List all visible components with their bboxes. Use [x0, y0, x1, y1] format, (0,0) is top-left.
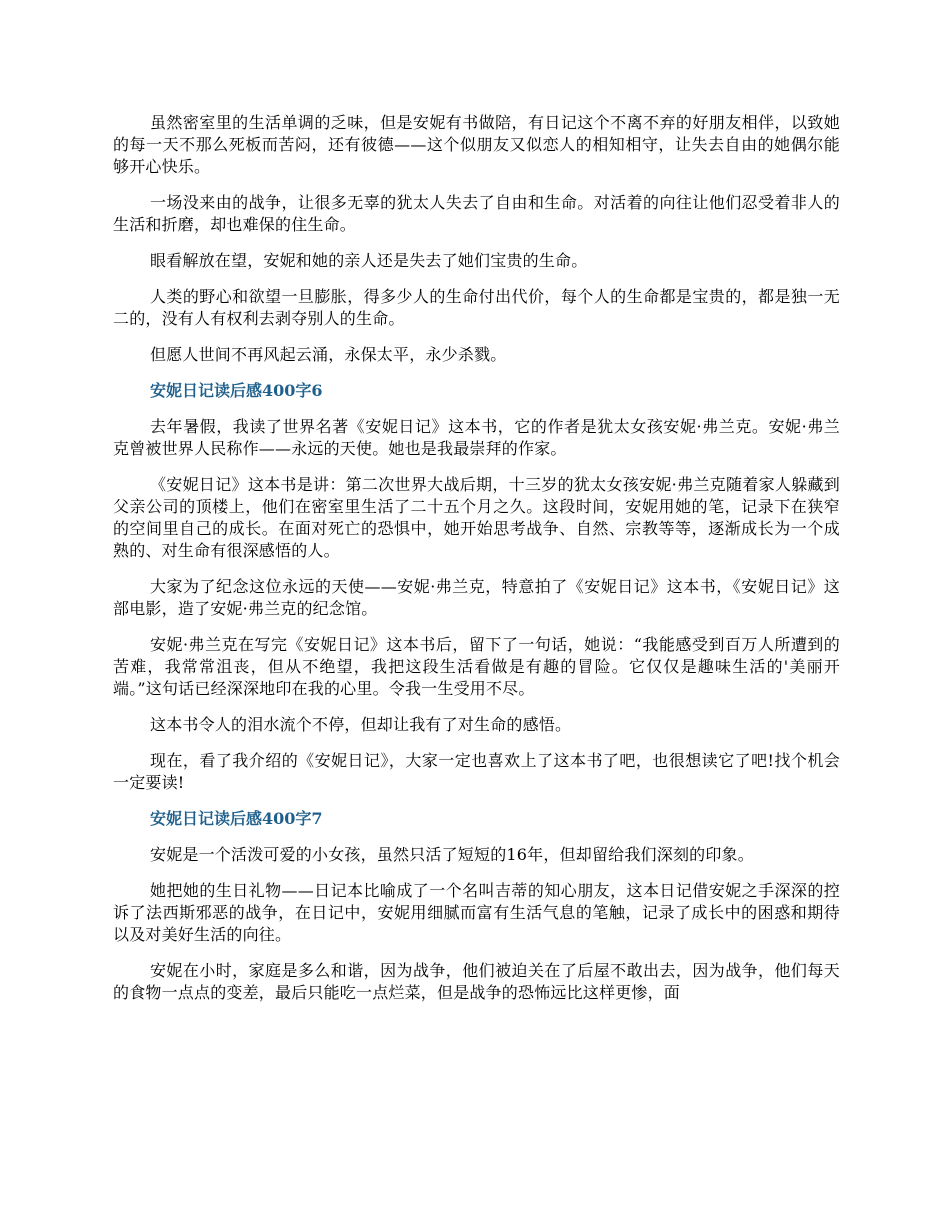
paragraph: 虽然密室里的生活单调的乏味，但是安妮有书做陪，有日记这个不离不弃的好朋友相伴，以致她的每一天不那么死板而苦闷，还有彼德——这个似朋友又似恋人的相知相守，让失去自由的她偶尔能够开心快乐。 [113, 113, 840, 176]
paragraph: 人类的野心和欲望一旦膨胀，得多少人的生命付出代价，每个人的生命都是宝贵的，都是独一无二的，没有人有权利去剥夺别人的生命。 [113, 287, 840, 328]
paragraph: 大家为了纪念这位永远的天使——安妮·弗兰克，特意拍了《安妮日记》这本书，《安妮日记》这部电影，造了安妮·弗兰克的纪念馆。 [113, 577, 840, 618]
paragraph: 《安妮日记》这本书是讲：第二次世界大战后期，十三岁的犹太女孩安妮·弗兰克随着家人躲藏到父亲公司的顶楼上，他们在密室里生活了二十五个月之久。这段时间，安妮用她的笔，记录下在狭窄的空间里自己的成长。在面对死亡的恐惧中，她开始思考战争、自然、宗教等等，逐渐成长为一个成熟的、对生命有很深感悟的人。 [113, 475, 840, 560]
paragraph: 去年暑假，我读了世界名著《安妮日记》这本书，它的作者是犹太女孩安妮·弗兰克。安妮·弗兰克曾被世界人民称作——永远的天使。她也是我最崇拜的作家。 [113, 417, 840, 458]
paragraph: 安妮在小时，家庭是多么和谐，因为战争，他们被迫关在了后屋不敢出去，因为战争，他们每天的食物一点点的变差，最后只能吃一点烂菜，但是战争的恐怖远比这样更惨，面 [113, 961, 840, 1002]
paragraph: 但愿人世间不再风起云涌，永保太平，永少杀戮。 [150, 345, 507, 364]
section-heading-7: 安妮日记读后感400字7 [150, 809, 323, 828]
paragraph: 安妮·弗兰克在写完《安妮日记》这本书后，留下了一句话，她说：“我能感受到百万人所遭到的苦难，我常常沮丧，但从不绝望，我把这段生活看做是有趣的冒险。它仅仅是趣味生活的'美丽开端。”这句话已经深深地印在我的心里。令我一生受用不尽。 [113, 635, 840, 698]
paragraph: 一场没来由的战争，让很多无辜的犹太人失去了自由和生命。对活着的向往让他们忍受着非人的生活和折磨，却也难保的住生命。 [113, 193, 840, 234]
section-heading-6: 安妮日记读后感400字6 [150, 381, 323, 400]
paragraph: 她把她的生日礼物——日记本比喻成了一个名叫吉蒂的知心朋友，这本日记借安妮之手深深的控诉了法西斯邪恶的战争，在日记中，安妮用细腻而富有生活气息的笔触，记录了成长中的困惑和期待以及对美好生活的向往。 [113, 881, 840, 944]
document-page [113, 112, 840, 1018]
paragraph: 眼看解放在望，安妮和她的亲人还是失去了她们宝贵的生命。 [150, 251, 588, 270]
paragraph: 安妮是一个活泼可爱的小女孩，虽然只活了短短的16年，但却留给我们深刻的印象。 [150, 845, 754, 864]
paragraph: 这本书令人的泪水流个不停，但却让我有了对生命的感悟。 [150, 715, 572, 734]
paragraph: 现在，看了我介绍的《安妮日记》，大家一定也喜欢上了这本书了吧，也很想读它了吧!找个机会一定要读! [113, 751, 840, 792]
